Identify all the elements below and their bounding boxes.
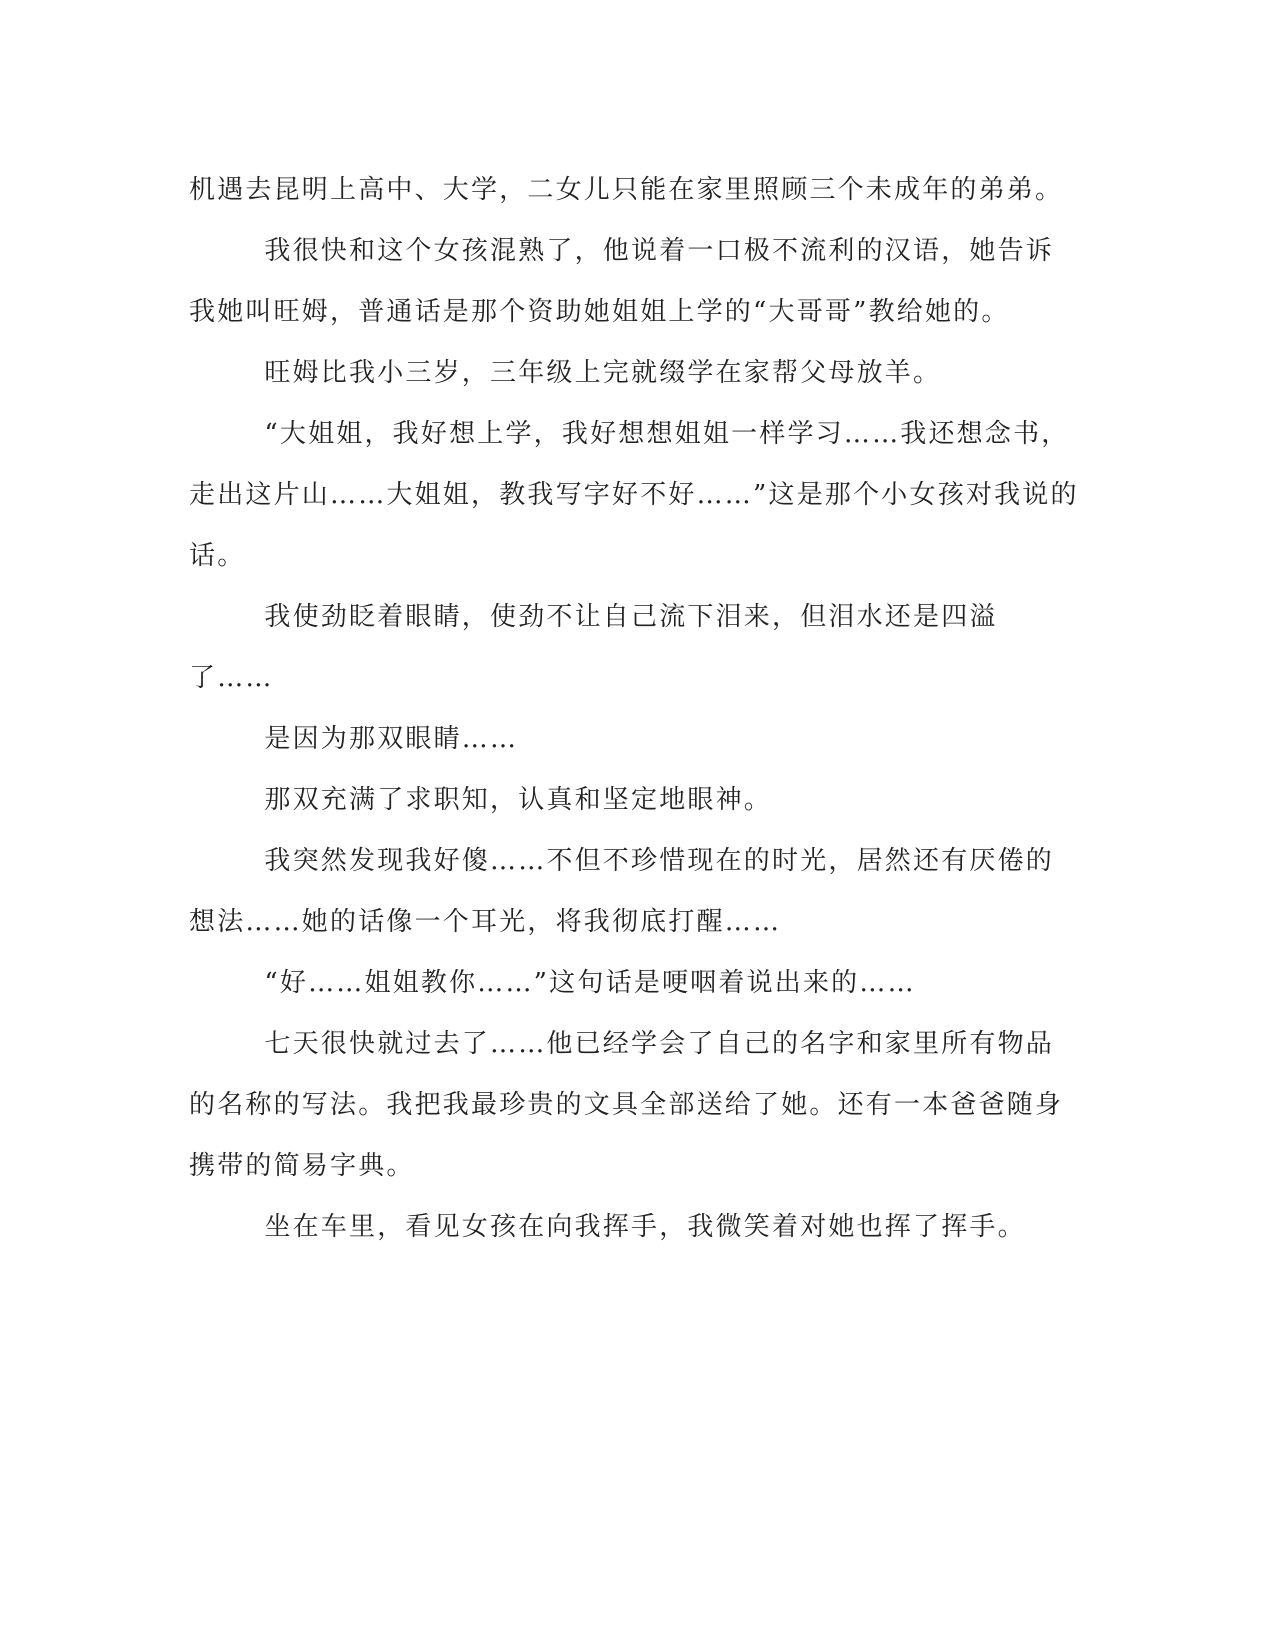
paragraph-5: 我使劲眨着眼睛，使劲不让自己流下泪来，但泪水还是四溢了…… bbox=[189, 602, 998, 693]
paragraph-4: “大姐姐，我好想上学，我好想想姐姐一样学习……我还想念书，走出这片山……大姐姐，教我写字好不好……”这是那个小女孩对我说的话。 bbox=[189, 419, 1079, 571]
paragraph-10: 七天很快就过去了……他已经学会了自己的名字和家里所有物品的名称的写法。我把我最珍贵的文具全部送给了她。还有一本爸爸随身携带的简易字典。 bbox=[189, 1029, 1064, 1181]
paragraph-8: 我突然发现我好傻……不但不珍惜现在的时光，居然还有厌倦的想法……她的话像一个耳光，将我彻底打醒…… bbox=[189, 846, 1054, 937]
paragraph-9: “好……姐姐教你……”这句话是哽咽着说出来的…… bbox=[264, 968, 916, 998]
paragraph-7: 那双充满了求职知，认真和坚定地眼神。 bbox=[264, 785, 772, 815]
paragraph-11: 坐在车里，看见女孩在向我挥手，我微笑着对她也挥了挥手。 bbox=[264, 1212, 1026, 1242]
paragraph-3: 旺姆比我小三岁，三年级上完就缀学在家帮父母放羊。 bbox=[264, 358, 942, 388]
paragraph-6: 是因为那双眼睛…… bbox=[264, 724, 519, 754]
paragraph-1: 机遇去昆明上高中、大学，二女儿只能在家里照顾三个未成年的弟弟。 bbox=[189, 175, 1064, 205]
document-body bbox=[189, 160, 1079, 1258]
paragraph-2: 我很快和这个女孩混熟了，他说着一口极不流利的汉语，她告诉我她叫旺姆，普通话是那个资助她姐姐上学的“大哥哥”教给她的。 bbox=[189, 236, 1054, 327]
